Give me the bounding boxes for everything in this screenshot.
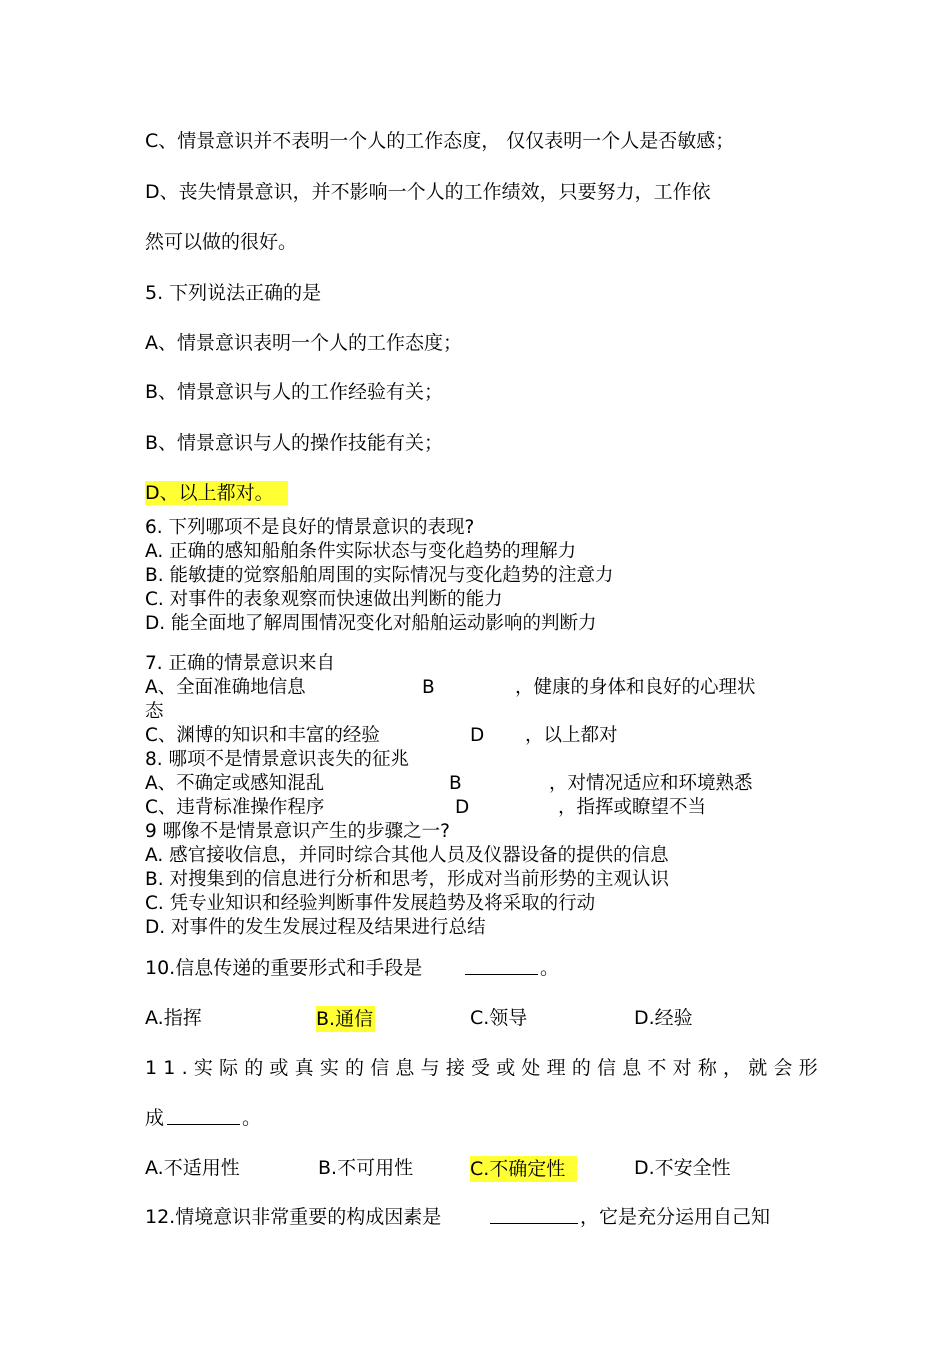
question-7-option-b-label: B [422, 677, 435, 698]
question-11-text-cont: 成 [145, 1107, 165, 1129]
question-8-option-a: A、不确定或感知混乱 [145, 773, 325, 794]
question-7-option-d-label: D [470, 725, 485, 746]
question-7-option-d: ，以上都对 [525, 725, 618, 746]
question-11-options [145, 1156, 795, 1180]
question-5-option-b: B、情景意识与人的工作经验有关； [145, 381, 444, 403]
answer-blank [465, 956, 538, 975]
question-4-option-c: C、情景意识并不表明一个人的工作态度， 仅仅表明一个人是否敏感； [145, 130, 735, 152]
question-8-option-d: ，指挥或瞭望不当 [558, 797, 707, 818]
answer-blank [167, 1106, 240, 1125]
question-7-option-b: ，健康的身体和良好的心理状 [515, 677, 756, 698]
question-11-option-b: B.不可用性 [318, 1157, 414, 1179]
question-12-stem [145, 1205, 805, 1229]
question-10-stem [145, 956, 795, 980]
question-11-option-d: D.不安全性 [634, 1157, 731, 1179]
question-9-option-d: D. 对事件的发生发展过程及结果进行总结 [145, 917, 486, 938]
question-9-option-c: C. 凭专业知识和经验判断事件发展趋势及将采取的行动 [145, 893, 596, 914]
question-6-stem: 6. 下列哪项不是良好的情景意识的表现? [145, 517, 475, 538]
question-10-text: 10.信息传递的重要形式和手段是 [145, 957, 423, 979]
question-11-option-a: A.不适用性 [145, 1157, 240, 1179]
question-8-row-2 [145, 796, 795, 820]
question-9-stem: 9 哪像不是情景意识产生的步骤之一? [145, 821, 450, 842]
question-9-option-a: A. 感官接收信息，并同时综合其他人员及仪器设备的提供的信息 [145, 845, 669, 866]
question-5-option-b-2: B、情景意识与人的操作技能有关； [145, 432, 444, 454]
question-4-option-d: D、丧失情景意识，并不影响一个人的工作绩效，只要努力，工作依 [145, 181, 711, 203]
question-7-option-a: A、全面准确地信息 [145, 677, 306, 698]
question-10-end: 。 [540, 957, 560, 979]
question-5-option-d [145, 481, 288, 505]
question-7-row-1 [145, 676, 795, 700]
question-11-stem-cont [145, 1106, 795, 1130]
question-7-row-2 [145, 724, 795, 748]
answer-blank [490, 1205, 578, 1224]
question-8-option-b-label: B [449, 773, 462, 794]
question-7-stem: 7. 正确的情景意识来自 [145, 653, 336, 674]
question-7-option-c: C、渊博的知识和丰富的经验 [145, 725, 380, 746]
question-8-row-1 [145, 772, 795, 796]
question-10-option-c: C.领导 [470, 1007, 528, 1029]
question-10-option-a: A.指挥 [145, 1007, 202, 1029]
question-8-stem: 8. 哪项不是情景意识丧失的征兆 [145, 749, 410, 770]
question-10-option-b-highlight: B.通信 [316, 1008, 374, 1030]
question-5-option-a: A、情景意识表明一个人的工作态度； [145, 332, 462, 354]
question-6-option-a: A. 正确的感知船舶条件实际状态与变化趋势的理解力 [145, 541, 577, 562]
question-6-option-b: B. 能敏捷的觉察船舶周围的实际情况与变化趋势的注意力 [145, 565, 614, 586]
question-8-option-b: ，对情况适应和环境熟悉 [549, 773, 753, 794]
question-10-options [145, 1006, 795, 1030]
question-11-stem: 11.实际的或真实的信息与接受或处理的信息不对称，就会形 [145, 1057, 824, 1079]
answer-highlight: D、以上都对。 [145, 481, 288, 505]
question-10-option-d: D.经验 [634, 1007, 693, 1029]
question-6-option-d: D. 能全面地了解周围情况变化对船舶运动影响的判断力 [145, 613, 597, 634]
question-4-option-d-cont: 然可以做的很好。 [145, 231, 298, 253]
question-6-option-c: C. 对事件的表象观察而快速做出判断的能力 [145, 589, 503, 610]
question-12-text: 12.情境意识非常重要的构成因素是 [145, 1206, 442, 1228]
question-8-option-d-label: D [455, 797, 470, 818]
question-7-option-b-cont: 态 [145, 701, 164, 722]
question-5-stem: 5. 下列说法正确的是 [145, 282, 322, 304]
question-11-option-c-highlight: C.不确定性 [470, 1156, 577, 1182]
question-8-option-c: C、违背标准操作程序 [145, 797, 325, 818]
question-11-end: 。 [242, 1107, 262, 1129]
question-12-end: ，它是充分运用自己知 [580, 1206, 771, 1228]
question-9-option-b: B. 对搜集到的信息进行分析和思考，形成对当前形势的主观认识 [145, 869, 669, 890]
